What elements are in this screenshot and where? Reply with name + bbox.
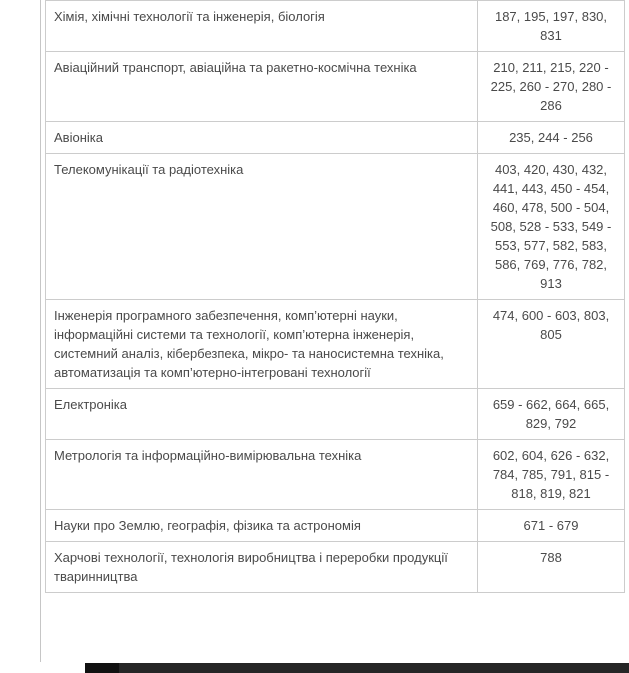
numbers-cell: 659 - 662, 664, 665, 829, 792 (478, 389, 625, 440)
numbers-cell: 474, 600 - 603, 803, 805 (478, 300, 625, 389)
subject-cell: Харчові технології, технологія виробництва і переробки продукції тваринництва (46, 542, 478, 593)
footer-bar-left-segment (85, 663, 119, 673)
table-row (46, 300, 625, 389)
table-row (46, 440, 625, 510)
outer-table-border (40, 0, 41, 662)
table-row (46, 52, 625, 122)
table-row (46, 542, 625, 593)
numbers-cell: 671 - 679 (478, 510, 625, 542)
subject-cell: Метрологія та інформаційно-вимірювальна техніка (46, 440, 478, 510)
numbers-cell: 788 (478, 542, 625, 593)
numbers-cell: 210, 211, 215, 220 - 225, 260 - 270, 280 - 286 (478, 52, 625, 122)
numbers-cell: 602, 604, 626 - 632, 784, 785, 791, 815 - 818, 819, 821 (478, 440, 625, 510)
table-row (46, 1, 625, 52)
numbers-cell: 187, 195, 197, 830, 831 (478, 1, 625, 52)
subject-cell: Науки про Землю, географія, фізика та астрономія (46, 510, 478, 542)
subject-cell: Телекомунікації та радіотехніка (46, 154, 478, 300)
subject-cell: Інженерія програмного забезпечення, комп’ютерні науки, інформаційні системи та технології, комп’ютерна інженерія, системний аналіз, кібербезпека, мікро- та наносистемна техніка, автоматизація та комп’ютерно-інтегровані технології (46, 300, 478, 389)
table-row (46, 122, 625, 154)
subject-cell: Авіоніка (46, 122, 478, 154)
numbers-cell: 403, 420, 430, 432, 441, 443, 450 - 454, 460, 478, 500 - 504, 508, 528 - 533, 549 - 553, 577, 582, 583, 586, 769, 776, 782, 913 (478, 154, 625, 300)
footer-bar (85, 663, 629, 673)
numbers-cell: 235, 244 - 256 (478, 122, 625, 154)
subject-cell: Авіаційний транспорт, авіаційна та ракетно-космічна техніка (46, 52, 478, 122)
subjects-table (45, 0, 625, 593)
subject-cell: Хімія, хімічні технології та інженерія, біологія (46, 1, 478, 52)
subjects-table-body (46, 1, 625, 593)
table-row (46, 154, 625, 300)
subject-cell: Електроніка (46, 389, 478, 440)
table-row (46, 389, 625, 440)
table-row (46, 510, 625, 542)
